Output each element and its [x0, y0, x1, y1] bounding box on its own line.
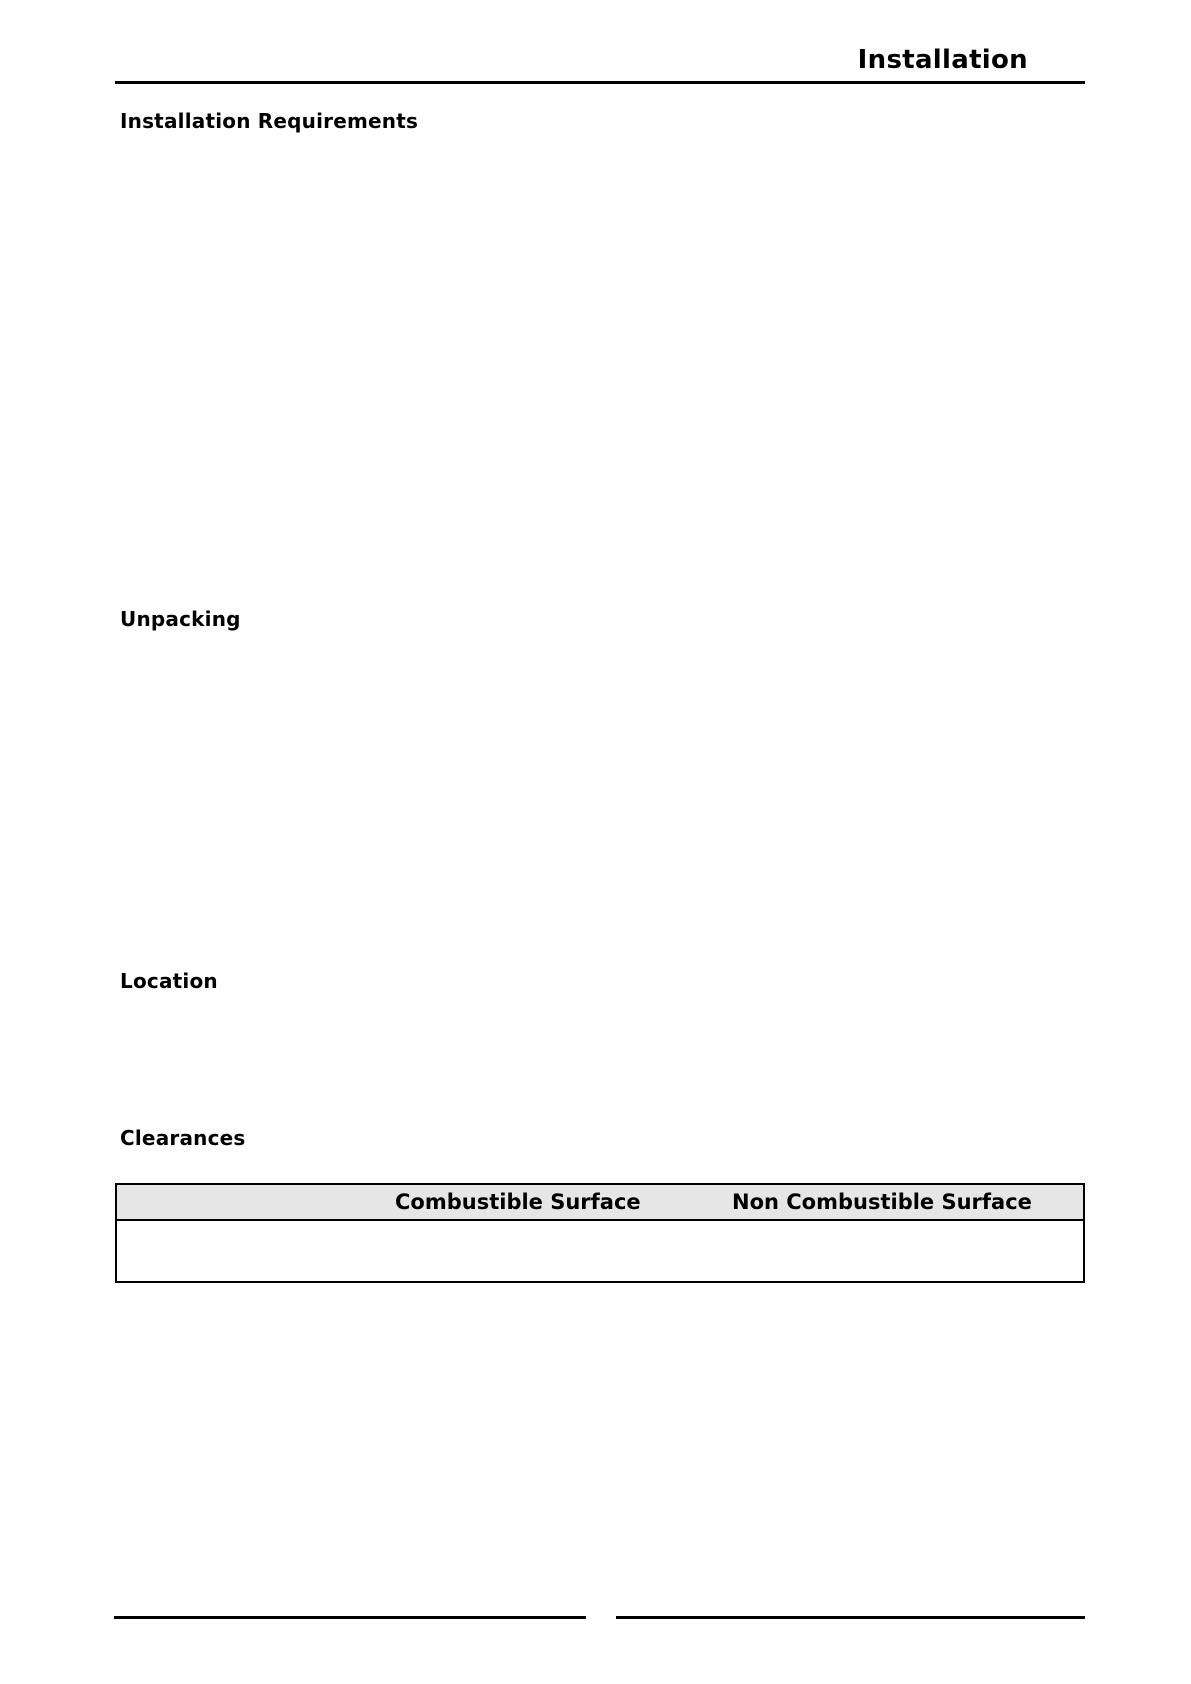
table-header-non-combustible-surface: Non Combustible Surface [732, 1184, 1084, 1220]
section-heading-clearances: Clearances [120, 1126, 246, 1150]
section-heading-installation-requirements: Installation Requirements [120, 109, 419, 133]
clearances-table [115, 1183, 1085, 1283]
table-header-cell-blank [116, 1184, 395, 1220]
header-divider [115, 81, 1085, 84]
footer-divider-right [616, 1616, 1085, 1619]
table-header-combustible-surface: Combustible Surface [395, 1184, 732, 1220]
page-header-title: Installation [857, 45, 1028, 75]
table-row [116, 1220, 1084, 1282]
section-heading-unpacking: Unpacking [120, 607, 241, 631]
table-header-row [116, 1184, 1084, 1220]
table-cell [395, 1220, 732, 1282]
footer-divider-left [114, 1616, 586, 1619]
table-cell [732, 1220, 1084, 1282]
section-heading-location: Location [120, 969, 218, 993]
table-cell [116, 1220, 395, 1282]
